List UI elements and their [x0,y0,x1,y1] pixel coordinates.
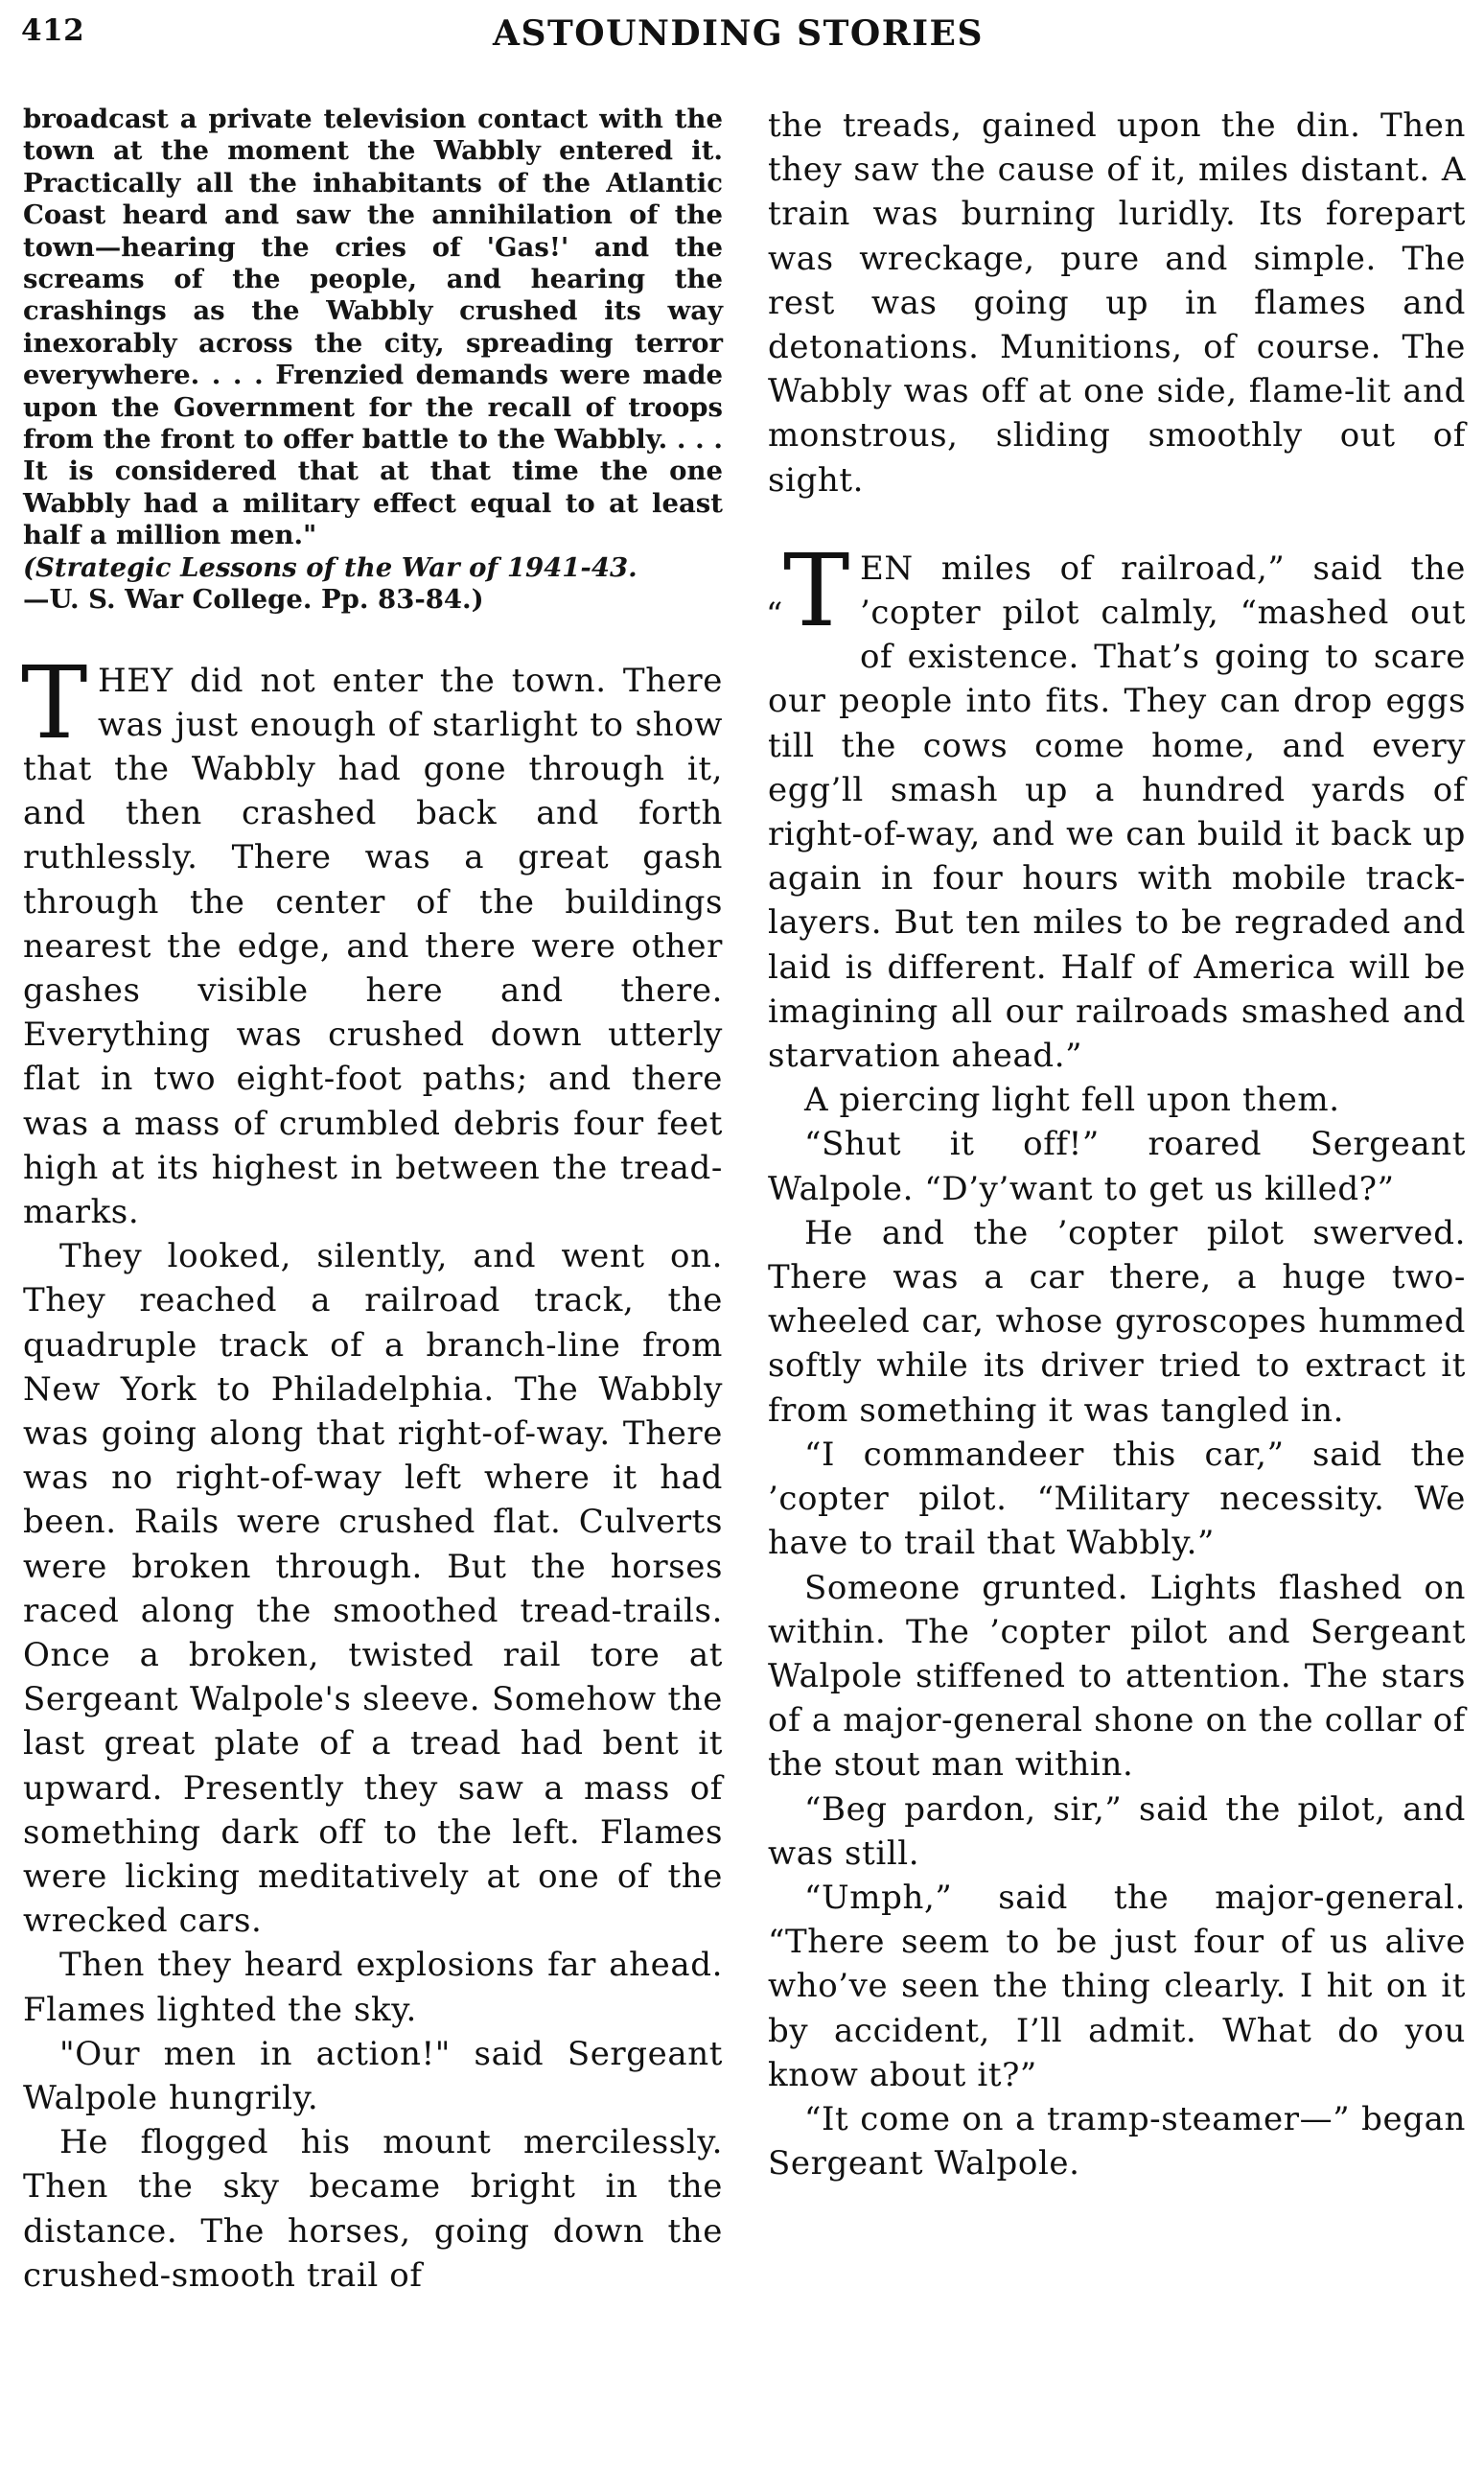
paragraph: A piercing light fell upon them. [804,1081,1340,1120]
paragraph: Someone grunted. Lights flashed on within. The ’copter pilot and Sergeant Walpole stiffened to attention. The stars of a major-general shone on the collar of the stout man within. [768,1568,1466,1785]
epigraph-text: broadcast a private television contact with the town at the moment the Wabbly entered it. Practically all the inhabitants of the Atlantic Coast heard and saw the annihilation of the town—hearing the cries of 'Gas!' and the screams of the people, and hearing the crashings as the Wabbly crushed its way inexorably across the city, spreading terror everywhere. . . . Frenzied demands were made upon the Government for the recall of troops from the front to offer battle to the Wabbly. . . . It is considered that at that time the one Wabbly had a military effect equal to at least half a million men." [23,104,723,551]
epigraph-source [23,552,723,617]
paragraph: Then they heard explosions far ahead. Flames lighted the sky. [23,1946,723,2029]
opening-quote-mark: “ [766,595,783,634]
paragraph: “I commandeer this car,” said the ’copter pilot. “Military necessity. We have to trail that Wabbly.” [768,1435,1466,1563]
section2-body [766,531,1466,2186]
section1-first-paragraph-text: HEY did not enter the town. There was just enough of starlight to show that the Wabbly had gone through it, and then crashed back and forth ruthlessly. There was a great gash through the center of the buildings nearest the edge, and there were other gashes visible here and there. Everything was crushed down utterly flat in two eight-foot paths; and there was a mass of crumbled debris four feet high at its highest in between the tread-marks. [23,661,723,1231]
paragraph: “Shut it off!” roared Sergeant Walpole. “D’y’want to get us killed?” [768,1125,1466,1208]
left-column [23,104,723,2298]
section1-first-paragraph [21,643,723,1235]
paragraph: He and the ’copter pilot swerved. There was a car there, a huge two-wheeled car, whose gyroscopes hummed softly while its driver tried to extract it from something it was tangled in. [768,1213,1466,1430]
paragraph: They looked, silently, and went on. They reached a railroad track, the quadruple track of a branch-line from New York to Philadelphia. The Wabbly was going along that right-of-way. There was no right-of-way left where it had been. Rails were crushed flat. Culverts were broken through. But the horses raced along the smoothed tread-trails. Once a broken, twisted rail tore at Sergeant Walpole's sleeve. Somehow the last great plate of a tread had bent it upward. Presently they saw a mass of something dark off to the left. Flames were licking meditatively at one of the wrecked cars. [23,1237,723,1941]
section1-continuation: the treads, gained upon the din. Then they saw the cause of it, miles distant. A train was burning luridly. Its forepart was wreckage, pure and simple. The rest was going up in flames and detonations. Munitions, of course. The Wabbly was off at one side, flame-lit and monstrous, sliding smoothly out of sight. [768,106,1466,500]
dropcap-t-section2 [766,531,850,653]
paragraph: He flogged his mount mercilessly. Then the sky became bright in the distance. The horses, going down the crushed-smooth trail of [23,2123,723,2295]
section2-first-paragraph [766,531,1466,1078]
right-column [768,104,1466,2185]
epigraph-source-title: (Strategic Lessons of the War of 1941-43. [23,551,638,583]
paragraph: “It come on a tramp-steamer—” began Sergeant Walpole. [768,2099,1466,2183]
section1-body [21,643,723,2299]
paragraph: “Beg pardon, sir,” said the pilot, and was still. [768,1789,1466,1873]
section1-continuation-block [768,104,1466,502]
paragraph: “Umph,” said the major-general. “There seem to be just four of us alive who’ve seen the thing clearly. I hit on it by accident, I’ll admit. What do you know about it?” [768,1878,1466,2094]
epigraph-source-rest: —U. S. War College. Pp. 83-84.) [23,584,484,616]
page-number: 412 [21,13,85,48]
running-title: ASTOUNDING STORIES [493,13,984,54]
page-header [19,8,1457,65]
paragraph: "Our men in action!" said Sergeant Walpole hungrily. [23,2034,723,2117]
dropcap-t: T [21,643,88,761]
dropcap-letter: T [782,531,850,649]
section2-first-paragraph-text: EN miles of railroad,” said the ’copter pilot calmly, “mashed out of existence. That’s going to scare our people into fits. They can drop eggs till the cows come home, and every egg’ll smash up a hundred yards of right-of-way, and we can build it back up again in four hours with mobile track-layers. But ten miles to be regraded and laid is different. Half of America will be imagining all our railroads smashed and starvation ahead.” [768,549,1466,1076]
